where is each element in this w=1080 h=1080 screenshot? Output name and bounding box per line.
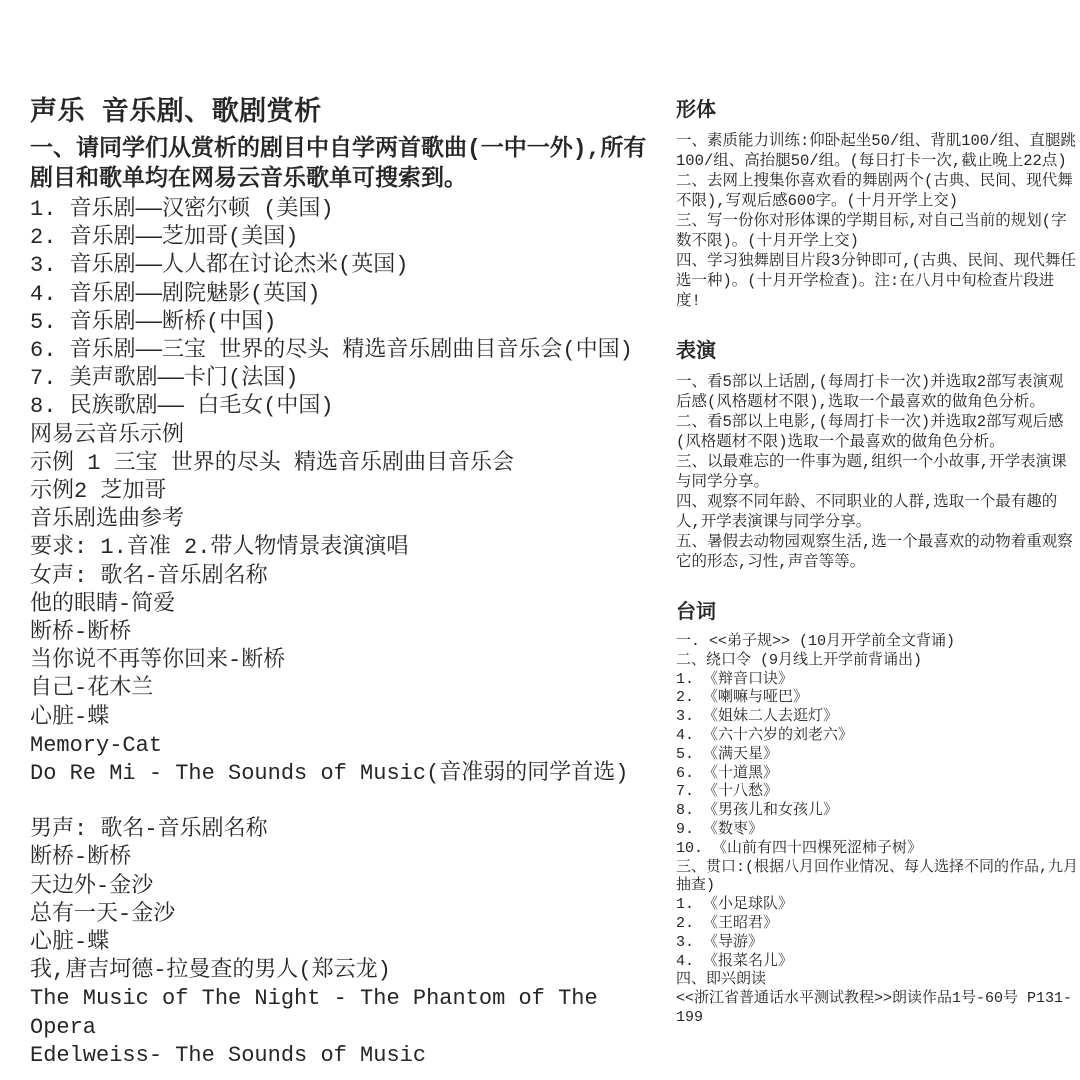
physical-training-title: 形体 [676, 100, 716, 123]
lines-recitation-title: 台词 [676, 602, 716, 625]
vocal-text-line: 断桥-断桥 [30, 620, 132, 646]
physical-training-line: 四、学习独舞剧目片段3分钟即可,(古典、民间、现代舞任选一种)。(十月开学检查)。注:在八月中旬检查片段进度! [676, 252, 1076, 310]
acting-title: 表演 [676, 341, 716, 364]
vocal-text-line: Edelweiss- The Sounds of Music [30, 1042, 427, 1068]
vocal-text-line: 断桥-断桥 [30, 845, 132, 871]
vocal-text-line: 网易云音乐示例 [30, 422, 185, 448]
acting-section [676, 341, 1078, 572]
acting-line-list [676, 372, 1078, 572]
vocal-text-line: 天边外-金沙 [30, 873, 154, 899]
vocal-text-line: 要求: 1.音准 2.带人物情景表演演唱 [30, 535, 409, 561]
lines-recitation-line: 9. 《数枣》 [676, 820, 764, 838]
vocal-text-line: Memory-Cat [30, 732, 163, 758]
lines-recitation-section [676, 602, 1078, 1028]
vocal-text-line: 女声: 歌名-音乐剧名称 [30, 563, 268, 589]
vocal-intro-paragraph: 一、请同学们从赏析的剧目中自学两首歌曲(一中一外),所有剧目和歌单均在网易云音乐歌单可搜索到。 [30, 136, 647, 192]
vocal-text-line: 自己-花木兰 [30, 676, 154, 702]
vocal-text-line: 4. 音乐剧——剧院魅影(英国) [30, 281, 321, 307]
vocal-section [30, 98, 658, 1070]
lines-recitation-line: 三、贯口:(根据八月回作业情况、每人选择不同的作品,九月抽查) [676, 858, 1079, 895]
lines-recitation-line: 8. 《男孩儿和女孩儿》 [676, 802, 839, 820]
lines-recitation-line: 四、即兴朗读 [676, 971, 767, 989]
lines-recitation-line: 5. 《满天星》 [676, 745, 779, 763]
vocal-text-line: 他的眼睛-简爱 [30, 591, 176, 617]
lines-recitation-line: 4. 《六十六岁的刘老六》 [676, 726, 854, 744]
acting-line: 一、看5部以上话剧,(每周打卡一次)并选取2部写表演观后感(风格题材不限),选取一个最喜欢的做角色分析。 [676, 373, 1064, 411]
vocal-text-line: 7. 美声歌剧——卡门(法国) [30, 366, 299, 392]
vocal-text-line: 我,唐吉坷德-拉曼查的男人(郑云龙) [30, 958, 391, 984]
acting-line: 三、以最难忘的一件事为题,组织一个小故事,开学表演课与同学分享。 [676, 453, 1067, 491]
vocal-text-line: 8. 民族歌剧—— 白毛女(中国) [30, 394, 334, 420]
lines-recitation-line: <<浙江省普通话水平测试教程>>朗读作品1号-60号 P131-199 [676, 990, 1073, 1026]
vocal-text-line: Do Re Mi - The Sounds of Music(音准弱的同学首选) [30, 761, 629, 787]
lines-recitation-line: 7. 《十八愁》 [676, 783, 779, 801]
acting-line: 五、暑假去动物园观察生活,选一个最喜欢的动物着重观察它的形态,习性,声音等等。 [676, 533, 1073, 571]
vocal-text-line: 1. 音乐剧——汉密尔顿 (美国) [30, 197, 334, 222]
lines-recitation-line: 2. 《喇嘛与哑巴》 [676, 689, 809, 707]
lines-recitation-line: 1. 《辩音口诀》 [676, 670, 794, 688]
vocal-text-line: 示例 1 三宝 世界的尽头 精选音乐剧曲目音乐会 [30, 450, 515, 476]
lines-recitation-line: 3. 《导游》 [676, 933, 764, 951]
vocal-section-title: 声乐 音乐剧、歌剧赏析 [30, 99, 322, 129]
lines-recitation-line-list [676, 633, 1078, 1028]
lines-recitation-line: 3. 《姐妹二人去逛灯》 [676, 708, 839, 726]
vocal-text-line: 心脏-蝶 [30, 930, 110, 956]
assignments-column [676, 100, 1078, 1058]
vocal-text-line: 当你说不再等你回来-断桥 [30, 648, 286, 674]
vocal-text-line: The Music of The Night - The Phantom of The Opera [30, 986, 598, 1040]
physical-training-line: 三、写一份你对形体课的学期目标,对自己当前的规划(字数不限)。(十月开学上交) [676, 212, 1067, 250]
lines-recitation-line: 1. 《小足球队》 [676, 896, 794, 914]
vocal-text-line: 总有一天-金沙 [30, 901, 176, 927]
lines-recitation-line: 4. 《报菜名儿》 [676, 952, 794, 970]
vocal-text-line: 男声: 歌名-音乐剧名称 [30, 817, 268, 843]
physical-training-line: 二、去网上搜集你喜欢看的舞剧两个(古典、民间、现代舞不限),写观后感600字。(十月开学上交) [676, 172, 1073, 210]
lines-recitation-line: 二、绕口令 (9月线上开学前背诵出) [676, 651, 923, 669]
vocal-text-line: 心脏-蝶 [30, 704, 110, 730]
lines-recitation-line: 一. <<弟子规>> (10月开学前全文背诵) [676, 633, 956, 650]
vocal-text-line: 5. 音乐剧——断桥(中国) [30, 309, 277, 335]
physical-training-line-list [676, 131, 1078, 311]
physical-training-section [676, 100, 1078, 311]
lines-recitation-line: 2. 《王昭君》 [676, 914, 779, 932]
vocal-text-line [30, 788, 658, 816]
vocal-line-list [30, 196, 658, 1070]
physical-training-line: 一、素质能力训练:仰卧起坐50/组、背肌100/组、直腿跳100/组、高抬腿50/组。(每日打卡一次,截止晚上22点) [676, 132, 1076, 170]
lines-recitation-line: 6. 《十道黑》 [676, 764, 779, 782]
vocal-text-line: 3. 音乐剧——人人都在讨论杰米(英国) [30, 253, 409, 279]
vocal-text-line: 6. 音乐剧——三宝 世界的尽头 精选音乐剧曲目音乐会(中国) [30, 338, 633, 364]
vocal-text-line: 示例2 芝加哥 [30, 479, 167, 505]
vocal-text-line: 2. 音乐剧——芝加哥(美国) [30, 225, 299, 251]
lines-recitation-line: 10. 《山前有四十四棵死涩柿子树》 [676, 839, 923, 857]
vocal-text-line: 音乐剧选曲参考 [30, 507, 185, 533]
acting-line: 二、看5部以上电影,(每周打卡一次)并选取2部写观后感(风格题材不限)选取一个最喜欢的做角色分析。 [676, 413, 1064, 451]
acting-line: 四、观察不同年龄、不同职业的人群,选取一个最有趣的人,开学表演课与同学分享。 [676, 493, 1058, 531]
